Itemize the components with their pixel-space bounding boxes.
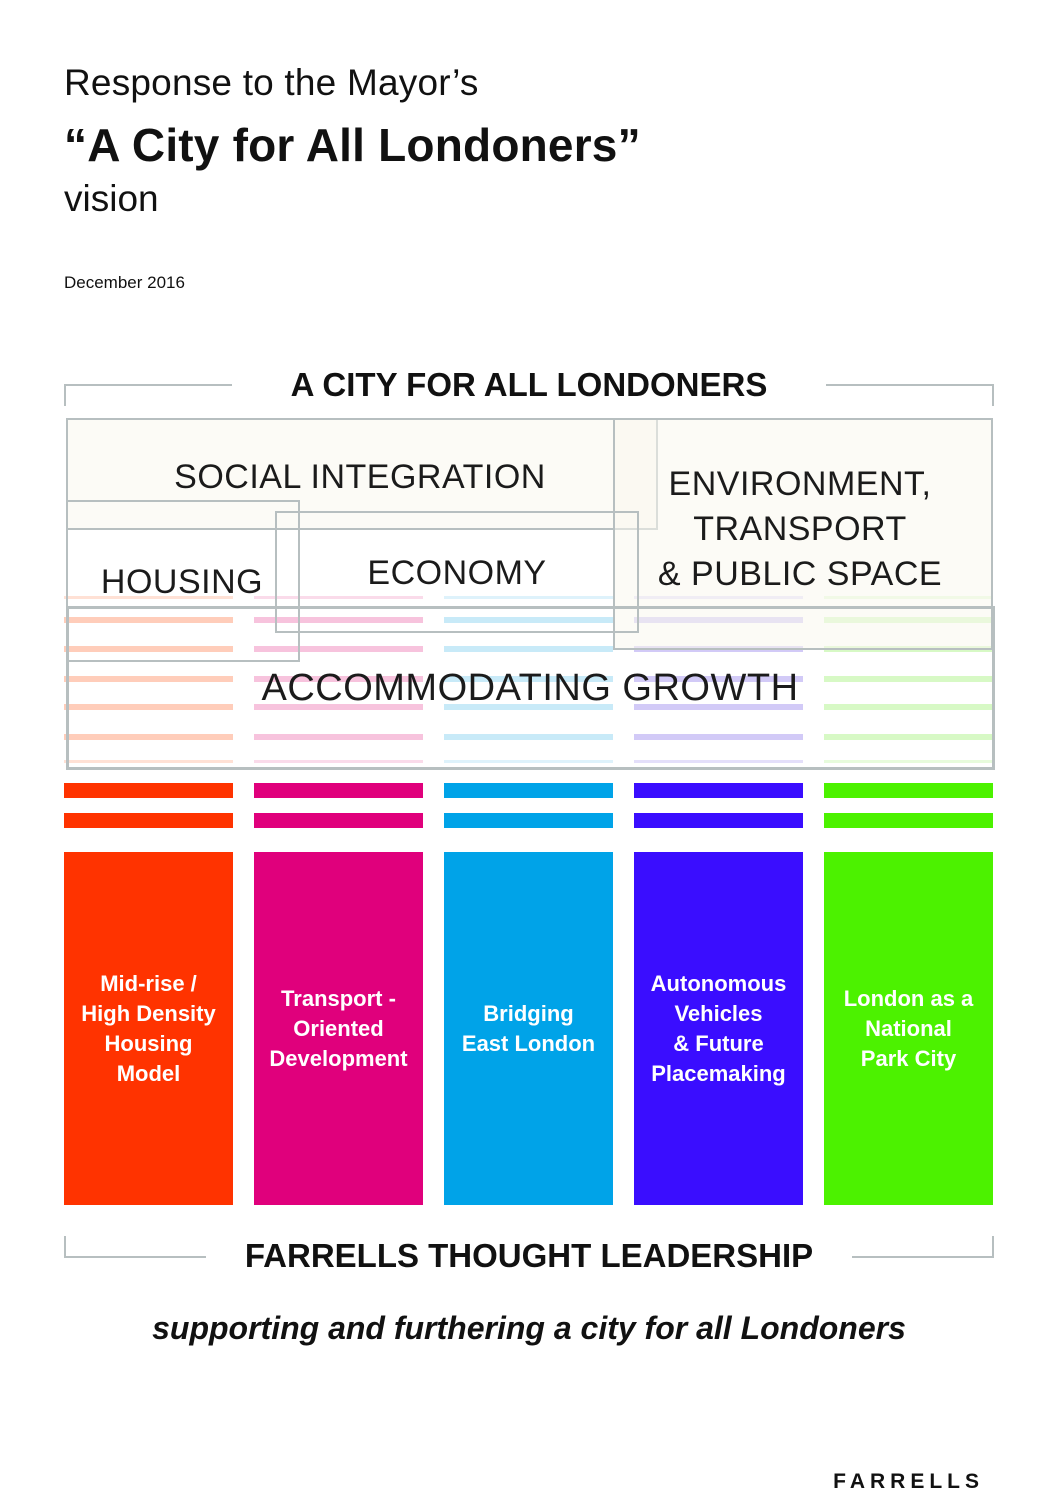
theme-bar bbox=[64, 813, 233, 828]
theme-column-label: Transport - Oriented Development bbox=[269, 985, 408, 1071]
theme-column bbox=[444, 852, 613, 1205]
theme-bar bbox=[254, 783, 423, 798]
theme-column-label: Mid-rise / High Density Housing Model bbox=[81, 970, 216, 1086]
theme-bar bbox=[634, 813, 803, 828]
environment-label: ENVIRONMENT, TRANSPORT & PUBLIC SPACE bbox=[657, 465, 943, 593]
social-integration-label: SOCIAL INTEGRATION bbox=[174, 458, 546, 496]
title-line-2: “A City for All Londoners” bbox=[64, 119, 641, 171]
theme-column bbox=[634, 852, 803, 1205]
top-heading: A CITY FOR ALL LONDONERS bbox=[290, 366, 768, 403]
bottom-heading: FARRELLS THOUGHT LEADERSHIP bbox=[244, 1237, 814, 1274]
theme-column-label: Autonomous Vehicles & Future Placemaking bbox=[650, 970, 787, 1086]
theme-column-label: Bridging East London bbox=[461, 1000, 596, 1056]
title-line-3: vision bbox=[64, 178, 159, 219]
theme-bar bbox=[824, 813, 993, 828]
theme-bar bbox=[824, 783, 993, 798]
theme-bar bbox=[634, 783, 803, 798]
theme-bar bbox=[444, 783, 613, 798]
farrells-logo: FARRELLS bbox=[833, 1470, 984, 1493]
date: December 2016 bbox=[64, 273, 185, 292]
theme-column bbox=[824, 852, 993, 1205]
theme-bar bbox=[254, 813, 423, 828]
theme-column-label: London as a National Park City bbox=[843, 985, 974, 1071]
accommodating-growth-label: ACCOMMODATING GROWTH bbox=[261, 667, 799, 709]
housing-label: HOUSING bbox=[100, 563, 264, 601]
title-line-1: Response to the Mayor’s bbox=[64, 62, 479, 103]
theme-column bbox=[254, 852, 423, 1205]
theme-bar bbox=[64, 783, 233, 798]
theme-bar bbox=[444, 813, 613, 828]
economy-label: ECONOMY bbox=[367, 554, 547, 592]
tagline: supporting and furthering a city for all Londoners bbox=[152, 1310, 906, 1346]
theme-column bbox=[64, 852, 233, 1205]
